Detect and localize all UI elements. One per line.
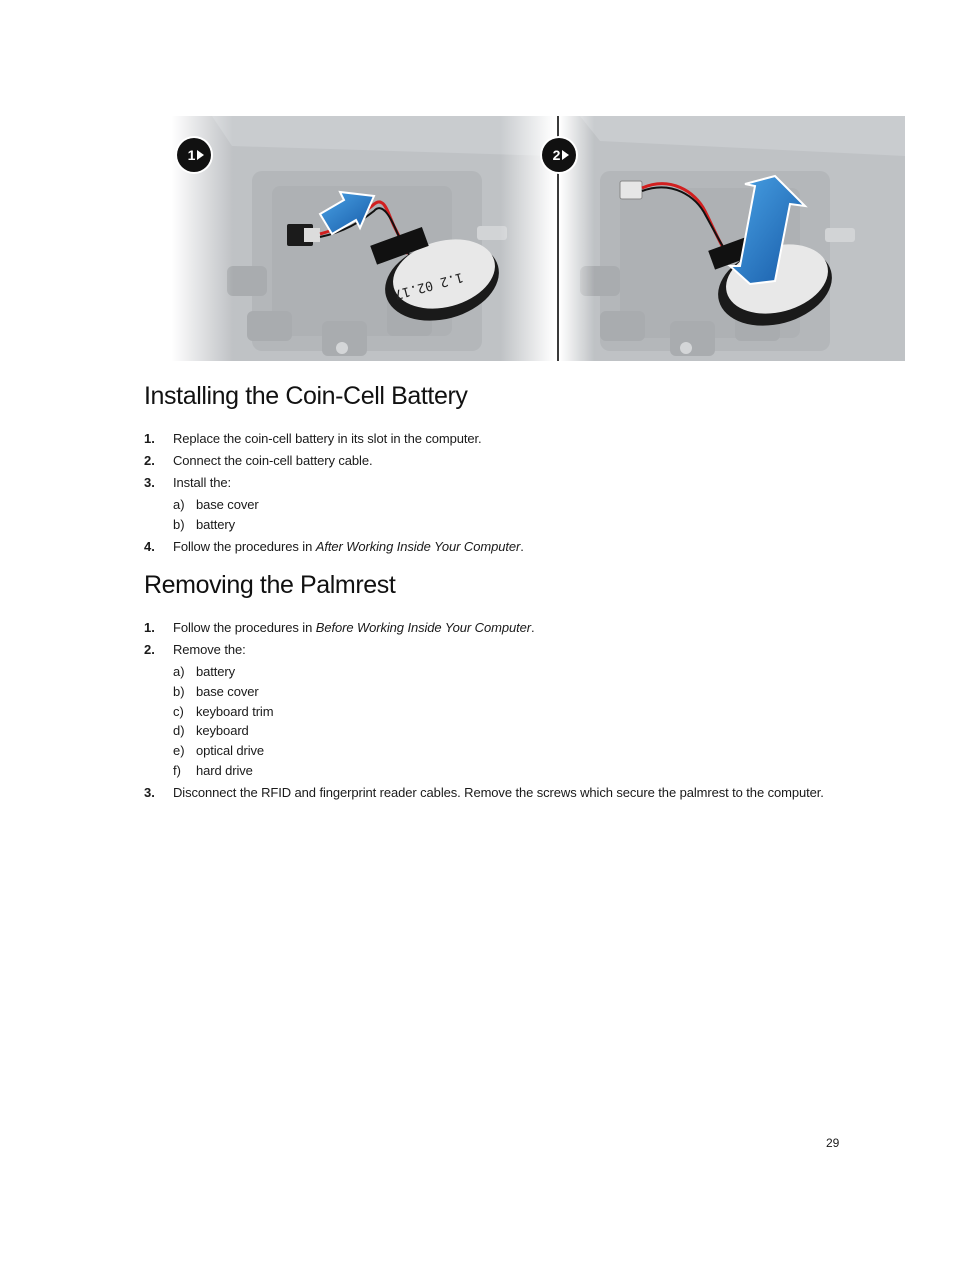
sub-item-text: battery xyxy=(196,517,236,532)
sub-item-label: a) xyxy=(173,664,185,679)
sub-item-text: base cover xyxy=(196,684,259,699)
step-text: Connect the coin-cell battery cable. xyxy=(173,453,373,468)
step-number: 2. xyxy=(144,453,155,468)
step-text: Remove the: xyxy=(173,642,246,657)
step-text-part: . xyxy=(520,539,524,554)
step-text xyxy=(173,539,524,554)
step-text: Disconnect the RFID and fingerprint reader cables. Remove the screws which secure the palmrest to the computer. xyxy=(173,785,824,800)
page-number: 29 xyxy=(826,1136,840,1150)
step-number: 3. xyxy=(144,785,155,800)
step-text: Install the: xyxy=(173,475,232,490)
step-1-number: 1 xyxy=(187,147,196,163)
sub-item-label: c) xyxy=(173,704,184,719)
sub-item-text: keyboard trim xyxy=(196,704,274,719)
step-2-number: 2 xyxy=(552,147,561,163)
step-text-part: . xyxy=(530,620,535,635)
cross-reference: After Working Inside Your Computer xyxy=(315,539,521,554)
section-title-removing: Removing the Palmrest xyxy=(144,571,396,599)
step-text xyxy=(173,620,534,635)
step-1-marker xyxy=(177,138,211,172)
sub-item-text: optical drive xyxy=(196,743,265,758)
illustration-panel-connect xyxy=(172,116,554,361)
sub-item-label: b) xyxy=(173,517,185,532)
step-number: 2. xyxy=(144,642,155,657)
sub-item-label: a) xyxy=(173,497,185,512)
remove-battery-illustration xyxy=(560,116,905,361)
sub-item-label: d) xyxy=(173,723,185,738)
step-2-marker xyxy=(542,138,576,172)
illustration-panel-remove xyxy=(552,116,905,361)
cross-reference: Before Working Inside Your Computer xyxy=(315,620,531,635)
connect-cable-illustration xyxy=(172,116,554,361)
sub-item-text: battery xyxy=(196,664,236,679)
step-number: 4. xyxy=(144,539,155,554)
sub-item-text: hard drive xyxy=(196,763,253,778)
step-text: Replace the coin-cell battery in its slot in the computer. xyxy=(173,431,482,446)
step-text-part: Follow the procedures in xyxy=(173,620,316,635)
play-triangle-icon xyxy=(562,150,569,160)
section-title-installing: Installing the Coin-Cell Battery xyxy=(144,382,468,410)
step-number: 1. xyxy=(144,620,155,635)
sub-item-label: f) xyxy=(173,763,181,778)
play-triangle-icon xyxy=(197,150,204,160)
step-number: 3. xyxy=(144,475,155,490)
step-number: 1. xyxy=(144,431,155,446)
illustration-figure xyxy=(172,116,905,361)
sub-item-label: e) xyxy=(173,743,185,758)
step-text-part: Follow the procedures in xyxy=(173,539,316,554)
sub-item-text: keyboard xyxy=(196,723,249,738)
sub-item-label: b) xyxy=(173,684,185,699)
sub-item-text: base cover xyxy=(196,497,259,512)
